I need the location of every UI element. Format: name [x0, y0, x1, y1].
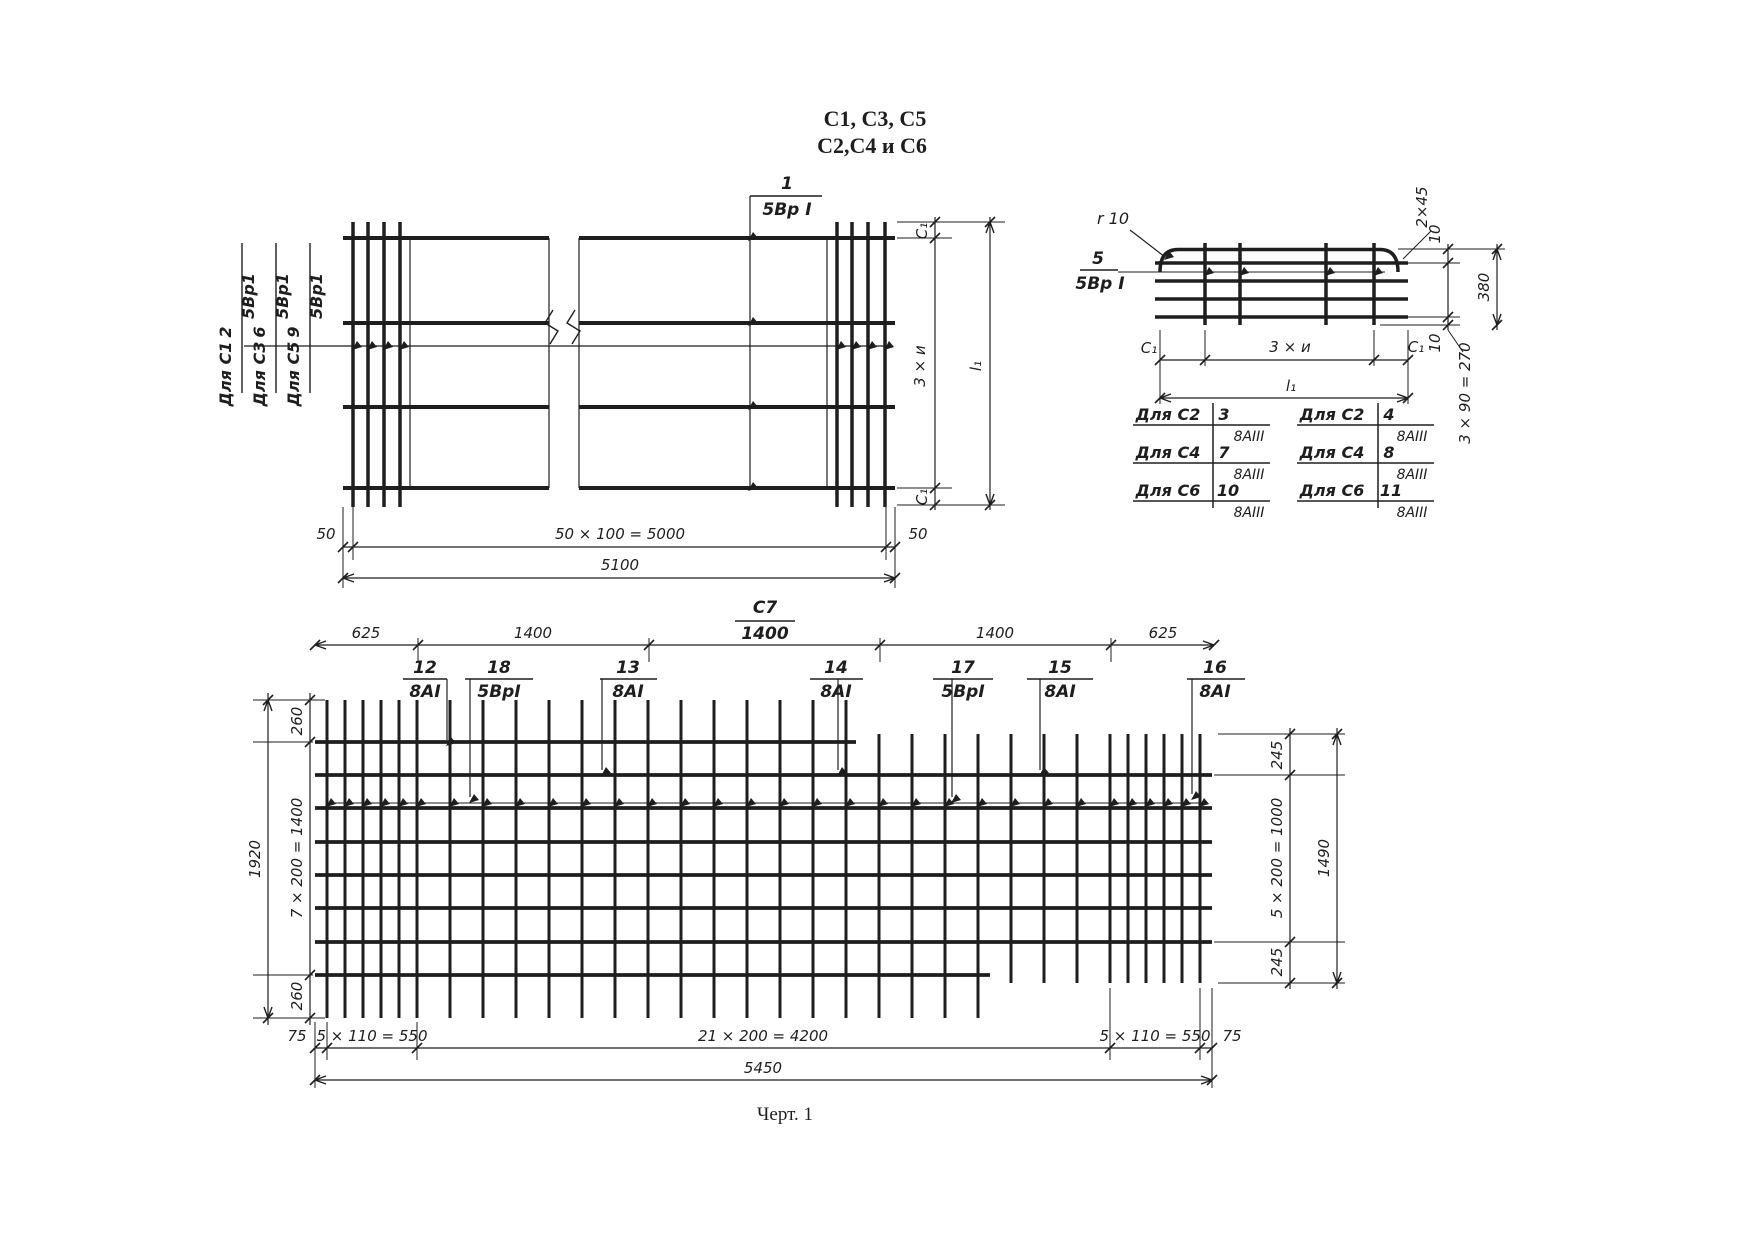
d3-callout-17-type: 5ВрI — [941, 682, 985, 702]
d1-callout-num: 1 — [781, 174, 793, 194]
d1-dim-wire-zone: 3 × и — [911, 345, 929, 387]
d2-tableR-row1-type: 8АIII — [1396, 429, 1428, 445]
d3-callout-12-num: 12 — [413, 658, 437, 678]
d1-spec-row1-label: Для С1 — [216, 341, 235, 407]
d2-tableR-row2-label: Для С4 — [1299, 443, 1365, 462]
d3-bdim-end-right: 75 — [1222, 1027, 1242, 1045]
d2-edge-bar — [1160, 250, 1398, 273]
d2-dim-total: l₁ — [1285, 377, 1297, 395]
d2-tableL-row2-label: Для С4 — [1135, 443, 1201, 462]
d3-ldim-pitch-run: 7 × 200 = 1400 — [288, 797, 306, 919]
d2-tableR-row2-type: 8АIII — [1396, 467, 1428, 483]
d2-callout-type: 5Вр I — [1075, 274, 1125, 294]
d1-dim-total-length: 5100 — [600, 556, 640, 574]
d3-callout-12-type: 8АI — [409, 682, 441, 702]
d3-ldim-overhang-top: 260 — [288, 706, 306, 736]
d2-dim-wire-pitch: 3 × 90 = 270 — [1456, 342, 1474, 444]
d2-tableR-row3-num: 11 — [1379, 481, 1403, 500]
d2-bend-radius: r 10 — [1096, 209, 1130, 228]
d2-tableL-row3-type: 8АIII — [1233, 505, 1265, 521]
figure-caption: Черт. 1 — [757, 1104, 813, 1125]
d2-tableL-row3-num: 10 — [1216, 481, 1240, 500]
d1-spec-row2-num: 6 — [250, 326, 269, 338]
d3-callout-16-num: 16 — [1203, 658, 1227, 678]
linework-layer — [242, 196, 1505, 1088]
d3-callout-15-num: 15 — [1048, 658, 1072, 678]
d1-spec-row1-type: 5Вр1 — [239, 273, 258, 319]
d1-spec-row1-num: 2 — [216, 326, 235, 338]
d2-dim-edge-right: C₁ — [1407, 338, 1425, 356]
d3-callout-18-num: 18 — [487, 658, 511, 678]
d3-bdim-total: 5450 — [743, 1059, 783, 1077]
d3-rdim-overhang-top: 245 — [1268, 740, 1286, 770]
d3-rdim-pitch-run: 5 × 200 = 1000 — [1268, 797, 1286, 919]
d1-dim-end-right: 50 — [908, 525, 928, 543]
page-title-line2: С2,С4 и С6 — [817, 133, 927, 158]
d3-topdim-4: 625 — [1148, 624, 1178, 642]
d2-callout-num: 5 — [1092, 249, 1104, 269]
d2-tableL-row2-num: 7 — [1218, 443, 1230, 462]
d1-break-mark — [567, 310, 580, 344]
d3-callout-16-type: 8АI — [1199, 682, 1231, 702]
d3-callout-13-num: 13 — [616, 658, 640, 678]
d2-dim-overhang-bottom: 10 — [1426, 333, 1444, 353]
d3-callout-14-type: 8АI — [820, 682, 852, 702]
d3-callout-18-type: 5ВрI — [477, 682, 521, 702]
d2-dim-edge-left: C₁ — [1140, 339, 1158, 357]
d3-ldim-total: 1920 — [246, 839, 264, 879]
d2-tableL-row3-label: Для С6 — [1135, 481, 1201, 500]
d2-tableR-row1-num: 4 — [1383, 405, 1395, 424]
d1-dim-edge-bottom: C₁ — [913, 488, 931, 506]
d3-topdim-1: 625 — [351, 624, 381, 642]
d2-r10-leader — [1130, 230, 1165, 257]
d2-tableL-row1-type: 8АIII — [1233, 429, 1265, 445]
d2-tableR-row2-num: 8 — [1383, 443, 1395, 462]
d2-dim-overhang-top: 10 — [1426, 224, 1444, 244]
d1-dim-end-left: 50 — [316, 525, 336, 543]
d3-rdim-total: 1490 — [1315, 838, 1333, 878]
d3-bdim-end-left: 75 — [287, 1027, 307, 1045]
d2-tableR-row1-label: Для С2 — [1299, 405, 1365, 424]
d3-topdim-3: 1400 — [975, 624, 1015, 642]
d3-bdim-pitch-run: 21 × 200 = 4200 — [697, 1027, 829, 1045]
d1-spec-row2-label: Для С3 — [250, 341, 269, 407]
d3-rdim-overhang-bottom: 245 — [1268, 947, 1286, 977]
d1-callout-type: 5Вр I — [762, 200, 812, 220]
d1-break-mark — [545, 310, 558, 344]
d1-dim-edge-top: C₁ — [913, 222, 931, 240]
d2-tableL-row1-label: Для С2 — [1135, 405, 1201, 424]
d1-dim-pitch-run: 50 × 100 = 5000 — [554, 525, 686, 543]
d3-mark-name: С7 — [752, 598, 778, 618]
d3-ldim-overhang-bottom: 260 — [288, 981, 306, 1011]
page-title-line1: С1, С3, С5 — [823, 106, 927, 131]
d3-topdim-2: 1400 — [513, 624, 553, 642]
d1-spec-row3-label: Для С5 — [284, 341, 303, 407]
d3-bdim-cluster-left: 5 × 110 = 550 — [316, 1027, 428, 1045]
d1-spec-row3-num: 9 — [284, 326, 303, 338]
d2-dim-bar-zone: 3 × и — [1269, 338, 1311, 356]
d1-dim-bar-length: l₁ — [967, 360, 985, 372]
d3-callout-17-num: 17 — [951, 658, 975, 678]
d2-tableR-row3-type: 8АIII — [1396, 505, 1428, 521]
d2-dim-height: 380 — [1475, 272, 1493, 302]
d3-callout-14-num: 14 — [824, 658, 848, 678]
d2-tableL-row2-type: 8АIII — [1233, 467, 1265, 483]
d1-spec-row3-type: 5Вр1 — [307, 273, 326, 319]
d2-tableR-row3-label: Для С6 — [1299, 481, 1365, 500]
d2-dim-hook: 2×45 — [1413, 186, 1431, 228]
d1-spec-row2-type: 5Вр1 — [273, 273, 292, 319]
d3-callout-15-type: 8АI — [1044, 682, 1076, 702]
d2-tableL-row1-num: 3 — [1218, 405, 1230, 424]
d3-mark-width: 1400 — [741, 624, 789, 644]
d3-bdim-cluster-right: 5 × 110 = 550 — [1099, 1027, 1211, 1045]
d3-callout-13-type: 8АI — [612, 682, 644, 702]
